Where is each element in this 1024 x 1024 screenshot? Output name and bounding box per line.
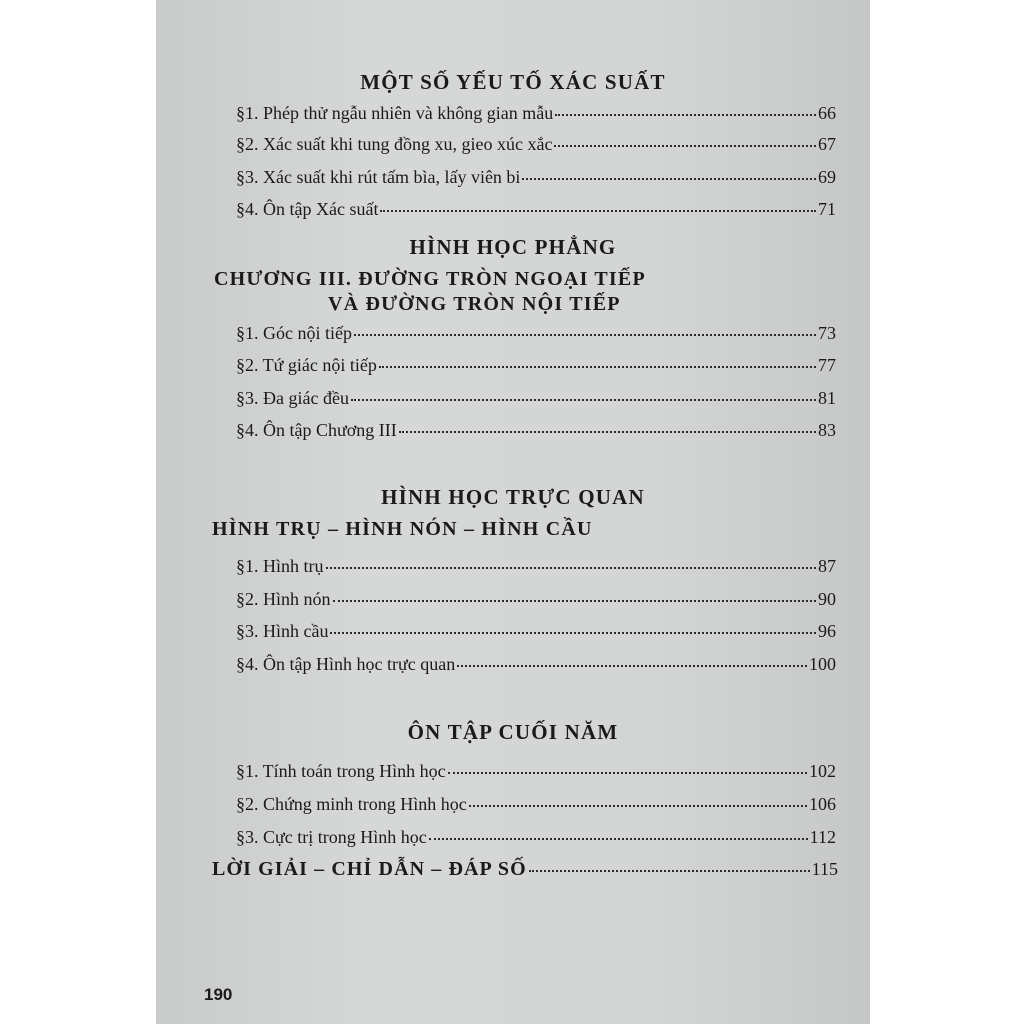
dot-leader [469, 804, 807, 807]
chapter-title-line2: VÀ ĐƯỜNG TRÒN NỘI TIẾP [328, 293, 621, 315]
toc-entry [236, 420, 836, 444]
toc-entry-page: 69 [818, 167, 836, 187]
dot-leader [379, 365, 816, 368]
toc-entry-label: §3. Hình cầu [236, 621, 329, 641]
toc-entry-label: §3. Xác suất khi rút tấm bìa, lấy viên bi [236, 167, 521, 187]
toc-entry-page: 100 [809, 654, 836, 674]
toc-entry-page: 73 [818, 323, 836, 343]
dot-leader [429, 837, 808, 840]
section-title-plane-geometry: HÌNH HỌC PHẲNG [409, 235, 617, 259]
toc-entry-label: §1. Phép thử ngẫu nhiên và không gian mẫu [236, 103, 554, 123]
section-title-visual-geometry: HÌNH HỌC TRỰC QUAN [381, 485, 645, 509]
toc-entry-page: 96 [818, 621, 836, 641]
toc-entry-page: 66 [818, 103, 836, 123]
dot-leader [380, 209, 816, 212]
toc-entry-page: 71 [818, 199, 836, 219]
dot-leader [448, 771, 807, 774]
dot-leader [330, 631, 816, 634]
dot-leader [529, 869, 810, 872]
toc-entry-label: §3. Cực trị trong Hình học [236, 827, 427, 847]
section-title-probability: MỘT SỐ YẾU TỐ XÁC SUẤT [360, 70, 666, 94]
dot-leader [326, 566, 817, 569]
toc-entry-label: §1. Tính toán trong Hình học [236, 761, 446, 781]
toc-entry-label: §4. Ôn tập Xác suất [236, 199, 379, 219]
toc-entry-page: 115 [811, 859, 838, 879]
toc-entry [236, 589, 836, 613]
toc-entry-label: §3. Đa giác đều [236, 388, 349, 408]
toc-entry [236, 556, 836, 580]
toc-entry-label: §1. Góc nội tiếp [236, 323, 352, 343]
toc-entry-label: §2. Hình nón [236, 589, 331, 609]
toc-entry-page: 81 [818, 388, 836, 408]
toc-entry-label: LỜI GIẢI – CHỈ DẪN – ĐÁP SỐ [212, 858, 527, 880]
toc-entry [236, 167, 836, 191]
section-title-year-review: ÔN TẬP CUỐI NĂM [407, 720, 619, 744]
subheading-solids: HÌNH TRỤ – HÌNH NÓN – HÌNH CẦU [212, 518, 593, 540]
dot-leader [457, 664, 807, 667]
toc-entry-page: 90 [818, 589, 836, 609]
page-number: 190 [204, 985, 233, 1004]
book-page [156, 0, 870, 1024]
dot-leader [351, 398, 816, 401]
chapter-title-line1: CHƯƠNG III. ĐƯỜNG TRÒN NGOẠI TIẾP [214, 268, 646, 290]
dot-leader [399, 430, 816, 433]
toc-entry-answers [212, 858, 838, 882]
toc-entry [236, 323, 836, 347]
dot-leader [354, 333, 816, 336]
toc-entry [236, 654, 836, 678]
toc-entry-label: §4. Ôn tập Hình học trực quan [236, 654, 456, 674]
toc-entry [236, 199, 836, 223]
dot-leader [555, 113, 816, 116]
toc-entry [236, 761, 836, 785]
toc-entry [236, 827, 836, 851]
toc-entry-label: §2. Chứng minh trong Hình học [236, 794, 467, 814]
toc-entry [236, 794, 836, 818]
toc-entry [236, 388, 836, 412]
toc-entry-page: 102 [809, 761, 836, 781]
toc-entry-label: §1. Hình trụ [236, 556, 324, 576]
toc-entry-page: 112 [809, 827, 836, 847]
toc-entry [236, 355, 836, 379]
toc-entry [236, 134, 836, 158]
toc-entry-label: §4. Ôn tập Chương III [236, 420, 397, 440]
toc-entry-page: 87 [818, 556, 836, 576]
dot-leader [333, 599, 817, 602]
dot-leader [522, 177, 816, 180]
dot-leader [554, 144, 816, 147]
toc-entry-page: 83 [818, 420, 836, 440]
toc-entry-label: §2. Tứ giác nội tiếp [236, 355, 377, 375]
toc-entry [236, 103, 836, 127]
toc-entry-label: §2. Xác suất khi tung đồng xu, gieo xúc xắc [236, 134, 553, 154]
toc-entry-page: 67 [818, 134, 836, 154]
toc-entry-page: 77 [818, 355, 836, 375]
toc-entry [236, 621, 836, 645]
toc-entry-page: 106 [809, 794, 836, 814]
